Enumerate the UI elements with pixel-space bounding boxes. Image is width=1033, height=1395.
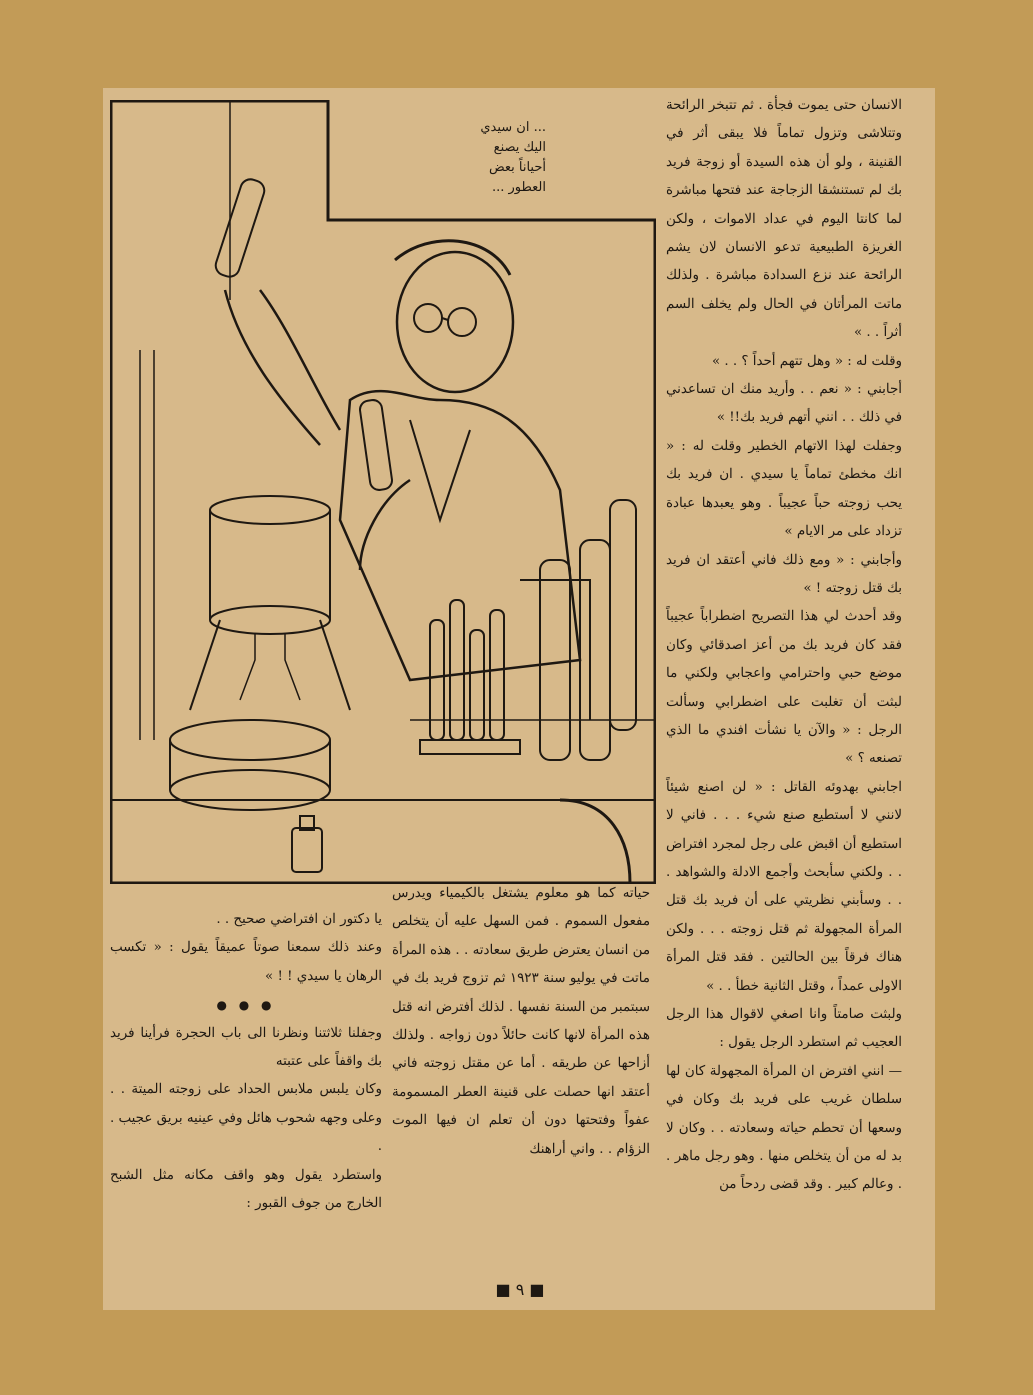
paragraph: وقد أحدث لي هذا التصريح اضطراباً عجيباً فقد كان فريد بك من أعز اصدقائي وكان موضع حبي واحترامي واعجابي ولكني ما لبثت أن تغلبت على اضطرابي وسألت الرجل : « والآن يا نشأت افندي ما الذي تصنعه ؟ »: [666, 609, 902, 767]
paragraph: يا دكتور ان افتراضي صحيح . .: [216, 912, 382, 927]
paragraph: واستطرد يقول وهو واقف مكانه مثل الشبح الخارج من جوف القبور :: [110, 1167, 382, 1212]
page-number: ■ ٩ ■: [495, 1280, 545, 1299]
paragraph: وعند ذلك سمعنا صوتاً عميقاً يقول : « تكسب الرهان يا سيدي ! ! »: [110, 940, 382, 984]
paragraph: حياته كما هو معلوم يشتغل بالكيمياء ويدرس مفعول السموم . فمن السهل عليه أن يتخلص من انسان يعترض طريق سعادته . . هذه المرأة ماتت في يوليو سنة ١٩٢٣ ثم تزوج فريد بك في سبتمبر من السنة نفسها . لذلك أفترض انه قتل هذه المرأة لانها كانت حائلاً دون زواجه . ولذلك أزاحها عن طريقه . أما عن مقتل زوجته فاني أعتقد انها حصلت على قنينة العطر المسمومة عفواً وفتحتها دون أن تعلم ان فيها الموت الزؤام . . واني أراهنك: [392, 886, 650, 1157]
text-column-left: [110, 906, 382, 1218]
paragraph: وجفلت لهذا الاتهام الخطير وقلت له : « انك مخطئ تماماً يا سيدي . ان فريد بك يحب زوجته حباً عجيباً . وهو يعبدها عبادة تزداد على مر الايام »: [666, 438, 902, 540]
paragraph: أجابني : « نعم . . وأريد منك ان تساعدني في ذلك . . انني أتهم فريد بك!! »: [666, 382, 902, 426]
paragraph: وقلت له : « وهل تتهم أحداً ؟ . . »: [711, 353, 902, 369]
text-column-middle: [392, 880, 650, 1164]
paragraph: وأجابني : « ومع ذلك فاني أعتقد ان فريد بك قتل زوجته ! »: [666, 552, 902, 596]
paragraph: وكان يلبس ملابس الحداد على زوجته الميتة . . وعلى وجهه شحوب هائل وفي عينيه بريق عجيب . .: [109, 1082, 382, 1155]
paragraph: وجفلنا ثلاثتنا ونظرنا الى باب الحجرة فرأينا فريد بك واقفاً على عتبته: [110, 1025, 382, 1070]
paragraph: الانسان حتى يموت فجأة . ثم تتبخر الرائحة وتتلاشى وتزول تماماً فلا يبقى أثر في القنينة ، ولو أن هذه السيدة أو زوجة فريد بك لم تستنشقا الزجاجة عند فتحها مباشرة لما كانتا اليوم في عداد الاموات ، ولكن الغريزة الطبيعية تدعو الانسان لان يشم الرائحة عند نزع السدادة مباشرة . ولذلك ماتت المرأتان في الحال ولم يخلف السم أثراً . . »: [666, 98, 902, 341]
illustration-caption: ... ان سيدي اليك يصنع أحياناً بعض العطور ...: [480, 120, 546, 195]
paragraph: — انني افترض ان المرأة المجهولة كان لها سلطان غريب على فريد بك وكان في وسعها أن تحطم حياته وسعادته . . وكان لا بد له من أن يتخلص منها . وهو رجل ماهر . . وعالم كبير . وقد قضى ردحاً من: [666, 1063, 902, 1193]
section-separator: ● ● ●: [216, 998, 276, 1013]
text-column-right: [666, 92, 902, 1200]
illustration-chemist-in-laboratory: [110, 100, 656, 884]
paragraph: ولبثت صامتاً وانا اصغي لاقوال هذا الرجل العجيب ثم استطرد الرجل يقول :: [666, 1007, 902, 1051]
paragraph: اجابني بهدوئه القاتل : « لن اصنع شيئاً لانني لا أستطيع صنع شيء . . . فاني لا استطيع أن اقبض على رجل لمجرد افتراض . . ولكني سأبحث وأجمع الادلة والشواهد . . . وسأبني نظريتي على أن فريد بك قتل المرأة المجهولة ثم قتل زوجته . . . ولكن هناك فرقاً بين الحالتين . فقد قتل المرأة الاولى عمداً ، وقتل الثانية خطأ . . »: [666, 779, 902, 994]
